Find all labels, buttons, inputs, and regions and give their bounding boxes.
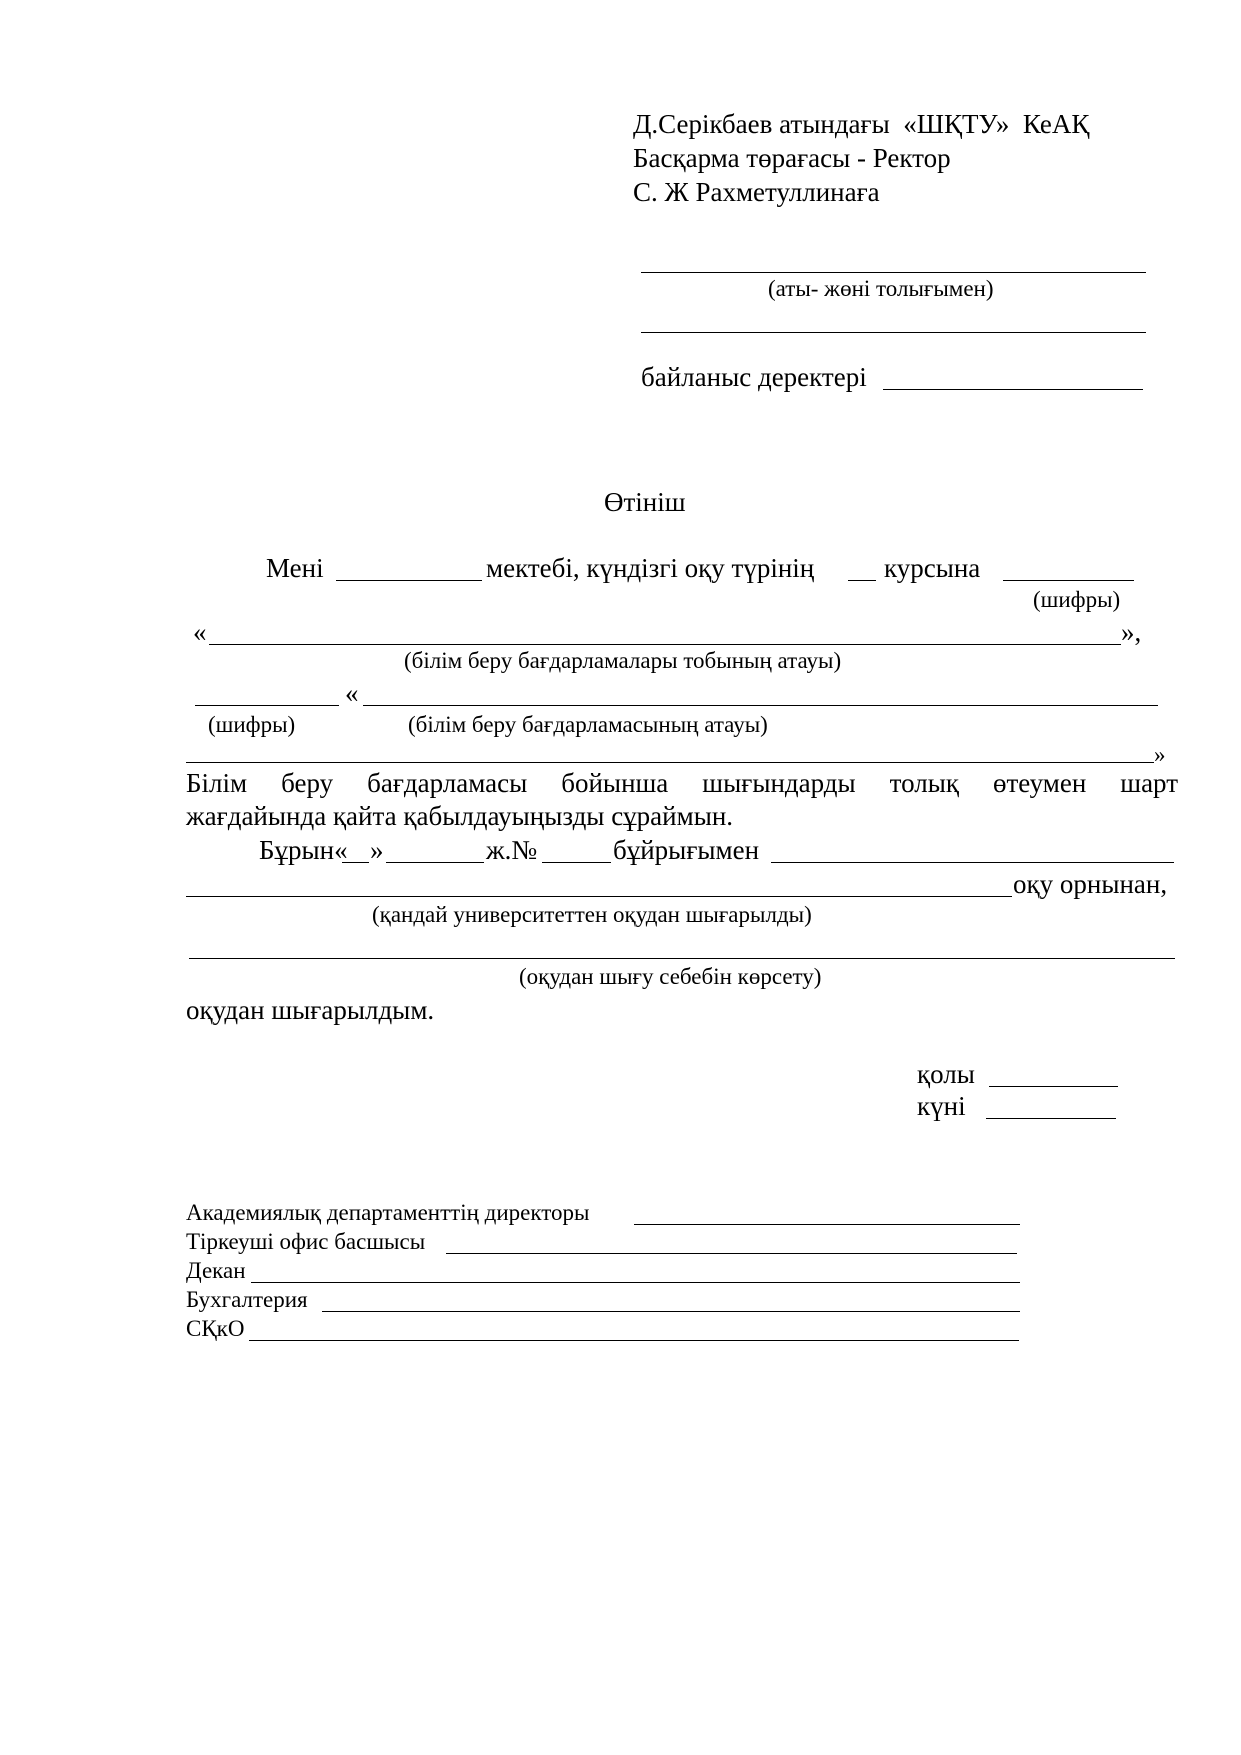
quote-open-1: « [193, 617, 207, 647]
order-number-field-line[interactable] [542, 862, 611, 863]
approval-field-line-3[interactable] [251, 1282, 1020, 1283]
program-name-continuation-line[interactable] [186, 762, 1154, 763]
approval-field-line-2[interactable] [446, 1253, 1017, 1254]
paragraph-line-1: Білім беру бағдарламасы бойынша шығындарды толық өтеумен шарт [186, 768, 1178, 798]
body-line1-a: Мені [266, 553, 324, 583]
applicant-name-line[interactable] [641, 272, 1146, 273]
addressee-line-2: Басқарма төрағасы - Ректор [633, 143, 951, 173]
date-label: күні [917, 1091, 966, 1121]
prev-day-field-line[interactable] [342, 862, 369, 863]
approval-field-line-5[interactable] [249, 1340, 1019, 1341]
addressee-line-3: С. Ж Рахметуллинаға [633, 177, 880, 207]
course-field-line[interactable] [848, 580, 876, 581]
university-field-line[interactable] [186, 896, 1012, 897]
hint-program-name: (білім беру бағдарламасының атауы) [408, 712, 768, 737]
hint-reason: (оқудан шығу себебін көрсету) [519, 964, 822, 989]
prev-year-field-line[interactable] [386, 862, 484, 863]
prev-d: бұйрығымен [613, 835, 760, 865]
approval-label-3: Декан [186, 1258, 246, 1283]
program-name-field-line[interactable] [363, 705, 1158, 706]
approval-label-5: СҚкО [186, 1316, 245, 1341]
contacts-field-line[interactable] [883, 389, 1143, 390]
order-field-line[interactable] [771, 862, 1174, 863]
contacts-label: байланыс деректері [641, 362, 867, 392]
sign-field-line[interactable] [989, 1086, 1118, 1087]
approval-label-2: Тіркеуші офис басшысы [186, 1229, 426, 1254]
quote-close-comma: », [1121, 617, 1142, 647]
place-label: оқу орнынан, [1013, 869, 1168, 899]
document-title: Өтініш [604, 487, 686, 517]
body-line1-c: курсына [884, 553, 981, 583]
school-field-line[interactable] [336, 580, 482, 581]
prev-b: » [370, 835, 384, 865]
quote-open-2: « [345, 678, 359, 708]
prev-c: ж.№ [486, 835, 538, 865]
paragraph-line-2: жағдайында қайта қабылдауыңызды сұраймын. [186, 801, 734, 831]
applicant-name-line-2[interactable] [641, 332, 1146, 333]
hint-code-2: (шифры) [208, 712, 296, 737]
code2-field-line[interactable] [195, 705, 339, 706]
approval-label-1: Академиялық департаменттің директоры [186, 1200, 590, 1225]
addressee-line-1: Д.Серікбаев атындағы «ШҚТУ» КеАҚ [633, 109, 1090, 139]
code1-field-line[interactable] [1003, 580, 1134, 581]
hint-university: (қандай университеттен оқудан шығарылды) [372, 902, 812, 927]
reason-field-line[interactable] [189, 958, 1175, 959]
applicant-name-hint: (аты- жөні толығымен) [768, 276, 994, 301]
hint-group-name: (білім беру бағдарламалары тобының атауы) [404, 648, 842, 673]
approval-label-4: Бухгалтерия [186, 1287, 308, 1312]
date-field-line[interactable] [986, 1118, 1116, 1119]
prev-a: Бұрын« [259, 835, 348, 865]
approval-field-line-1[interactable] [634, 1224, 1020, 1225]
hint-code-1: (шифры) [1033, 587, 1121, 612]
expelled-text: оқудан шығарылдым. [186, 995, 435, 1025]
approval-field-line-4[interactable] [322, 1311, 1020, 1312]
quote-close: » [1154, 742, 1166, 767]
group-name-field-line[interactable] [209, 644, 1121, 645]
body-line1-b: мектебі, күндізгі оқу түрінің [486, 553, 815, 583]
sign-label: қолы [917, 1059, 975, 1089]
